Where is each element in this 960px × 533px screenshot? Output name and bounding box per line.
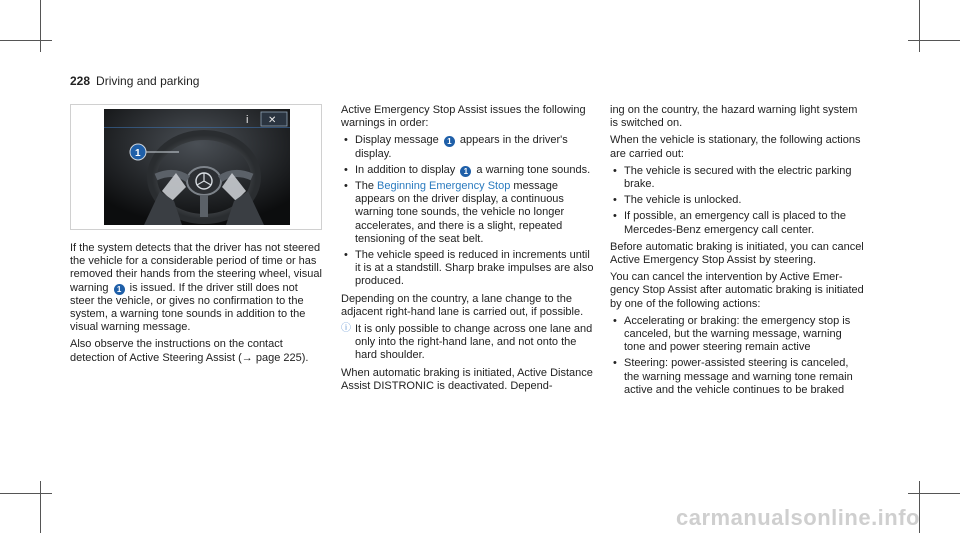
callout-badge: 1 bbox=[114, 284, 125, 295]
paragraph: Also observe the instructions on the contact detection of Active Steering Assist (→ page 225). bbox=[70, 338, 309, 364]
column-2 bbox=[341, 104, 596, 397]
actions-list bbox=[610, 165, 865, 237]
cancel-list bbox=[610, 315, 865, 397]
list-item: • The Beginning Emergency Stop message appears on the driver display, a continuous warning tone sounds, the vehicle no longer accelerates, and there is a slight, repeated tensioning of the seat belt. bbox=[341, 180, 596, 246]
paragraph: When automatic braking is initiated, Active Distance Assist DISTRONIC is deactivated. Depend- bbox=[341, 366, 593, 392]
callout-1: 1 bbox=[135, 148, 141, 159]
paragraph: You can cancel the intervention by Active Emergency Stop Assist after automatic braking is initiated by one of the following actions: bbox=[610, 271, 864, 310]
info-icon: ⓘ bbox=[341, 323, 351, 335]
paragraph: Depending on the country, a lane change to the adjacent right-hand lane is carried out, if possible. bbox=[341, 292, 584, 318]
paragraph: ing on the country, the hazard warning light system is switched on. bbox=[610, 104, 858, 130]
list-item: • The vehicle speed is reduced in increments until it is at a standstill. Sharp brake impulses are also produced. bbox=[341, 249, 596, 289]
note: ⓘ It is only possible to change across one lane and only into the right-hand lane, and not onto the hard shoulder. bbox=[341, 323, 593, 362]
list-item: • The vehicle is unlocked. bbox=[610, 194, 865, 207]
steering-wheel-illustration bbox=[104, 109, 290, 225]
crop-mark bbox=[919, 0, 920, 52]
section-title: Driving and parking bbox=[96, 74, 200, 88]
paragraph: Active Emergency Stop Assist issues the following warnings in order: bbox=[341, 104, 586, 130]
watermark: carmanualsonline.info bbox=[676, 505, 920, 530]
column-3 bbox=[610, 104, 865, 401]
paragraph: Before automatic braking is initiated, you can cancel Active Emergency Stop Assist by steering. bbox=[610, 240, 864, 267]
list-item: • Display message 1 appears in the driver's display. bbox=[341, 134, 596, 160]
paragraph: If the system detects that the driver has not steered the vehicle for a considerable period of time or has removed their hands from the steering wheel, visual warning 1 is issued. If the driver still does not steer the vehicle, or gives no confirmation to the system, a warning tone sounds in addition to the visual warning message. bbox=[70, 242, 322, 334]
message-link[interactable]: Beginning Emergency Stop bbox=[377, 180, 511, 193]
crop-mark bbox=[908, 40, 960, 41]
crop-mark bbox=[0, 493, 52, 494]
callout-badge: 1 bbox=[444, 136, 455, 147]
list-item: • The vehicle is secured with the electric parking brake. bbox=[610, 165, 865, 191]
crop-mark bbox=[0, 40, 52, 41]
crop-mark bbox=[40, 481, 41, 533]
page-number: 228 bbox=[70, 74, 91, 88]
list-item: • Accelerating or braking: the emergency stop is canceled, but the warning message, warning tone and power steering remain active bbox=[610, 315, 865, 355]
crop-mark bbox=[40, 0, 41, 52]
list-item: • If possible, an emergency call is placed to the Mercedes-Benz emergency call center. bbox=[610, 210, 865, 236]
list-item: • In addition to display 1 a warning tone sounds. bbox=[341, 164, 596, 177]
illustration-frame bbox=[70, 104, 322, 230]
column-1 bbox=[70, 242, 325, 369]
callout-badge: 1 bbox=[460, 166, 471, 177]
page-header bbox=[70, 74, 199, 88]
crop-mark bbox=[908, 493, 960, 494]
list-item: • Steering: power-assisted steering is canceled, the warning message and warning tone remain active and the vehicle continues to be braked bbox=[610, 357, 865, 397]
close-icon: ✕ bbox=[268, 115, 277, 126]
warning-list bbox=[341, 134, 596, 288]
info-icon: i bbox=[246, 114, 249, 126]
paragraph: When the vehicle is stationary, the following actions are carried out: bbox=[610, 134, 861, 160]
steering-wheel-icon bbox=[104, 109, 290, 225]
